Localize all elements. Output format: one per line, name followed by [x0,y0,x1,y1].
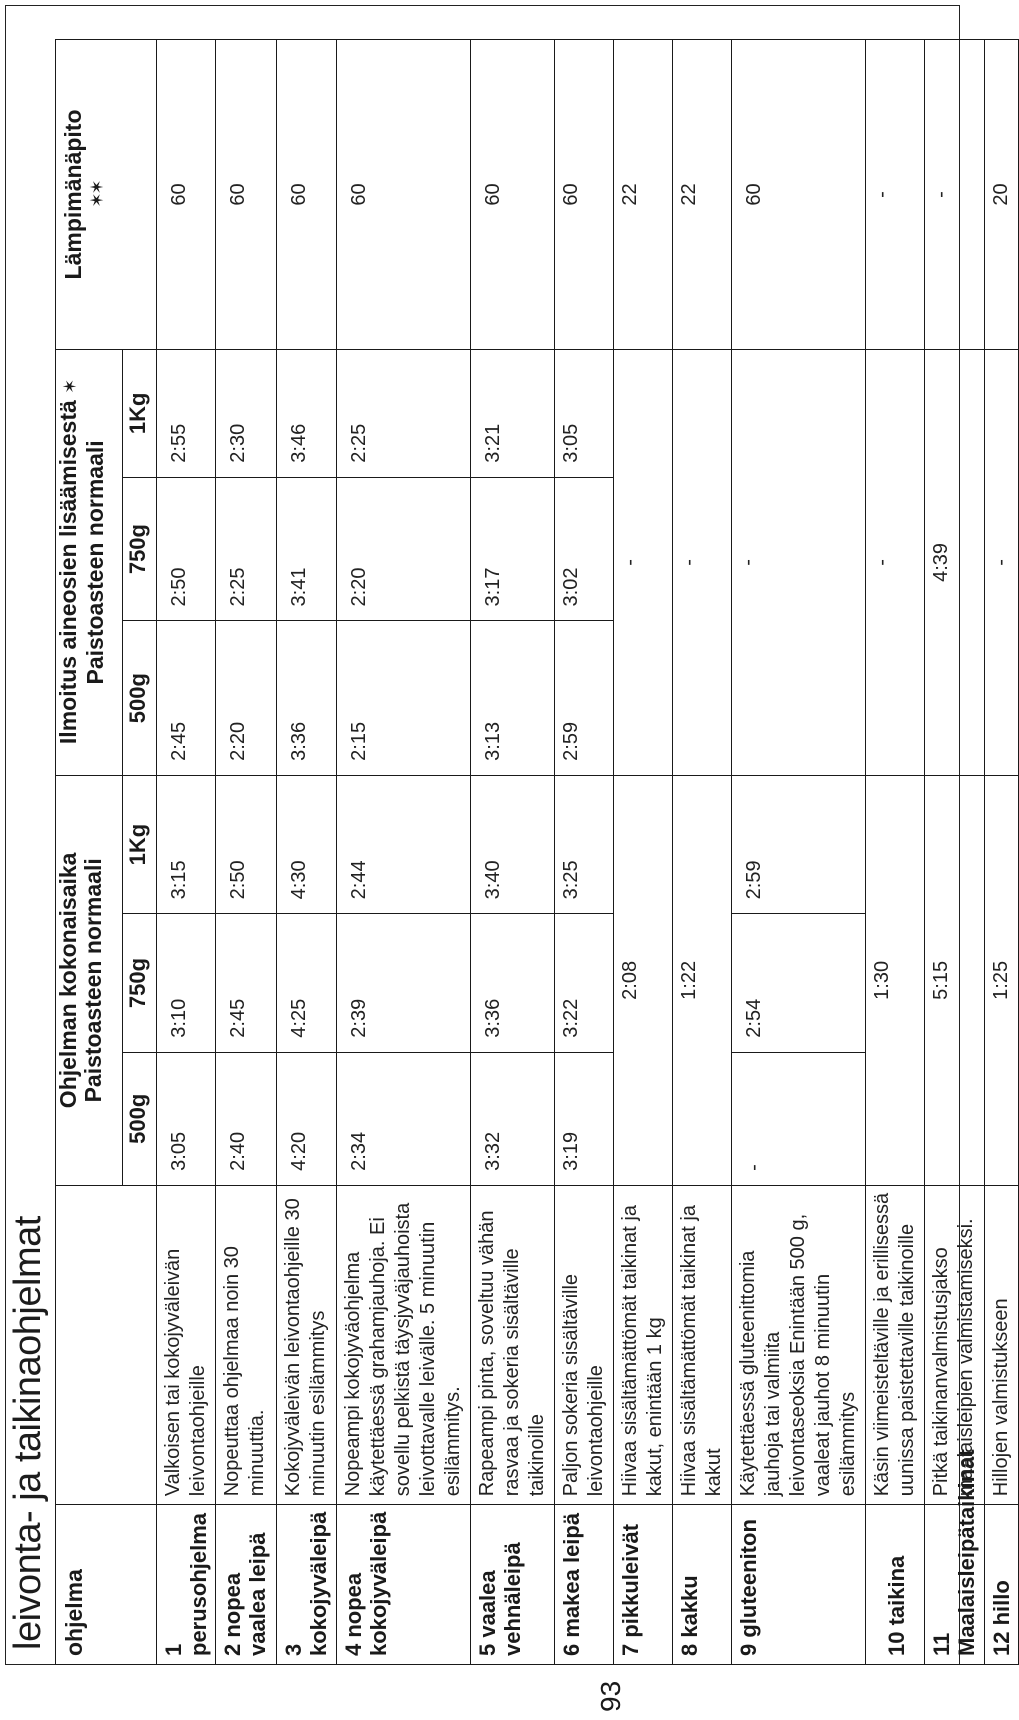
table-row [277,40,337,1665]
signal-500g: 3:13 [471,621,555,775]
signal-1kg: 2:55 [157,349,216,477]
total-1kg: 2:50 [216,775,277,913]
total-time: 1:30 [866,775,925,1185]
signal-750g: 3:41 [277,477,337,621]
keep-warm: 60 [157,40,216,350]
signal-1kg: 2:30 [216,349,277,477]
header-total-750g: 750g [123,914,157,1052]
signal-750g: 2:25 [216,477,277,621]
program-description: Rapeampi pinta, soveltuu vähän rasvaa ja sokeria sisältäville taikinoille [471,1185,555,1504]
keep-warm: 60 [471,40,555,350]
program-description: Pitkä taikinanvalmistusjakso maalaisleipien valmistamiseksi. [925,1185,985,1504]
program-name: 1 perusohjelma [157,1505,216,1665]
keep-warm: 22 [673,40,732,350]
table-row [673,40,732,1665]
table-row [732,40,866,1665]
manual-page: leivonta- ja taikinaohjelmat ohjelma Ohjelman kokonaisaika Paistoasteen normaali Ilmoitus aineosien lisäämisestä ✶ Paistoasteen normaali Lämpimänäpito ✶✶ 500g 750g 1Kg 500g 750g 1Kg 1 perusohjelma Valkoisen tai kokojyväleivän leivontaohjeille 3:05 3:10 3:15 2:45 2:50 2:55 60 2 nopea vaalea leipä Nopeuttaa ohjelmaa noin 30 minuuttia. 2:40 2:45 2:50 2:20 2:25 2:30 60 3 kokojyväleipä Kokojyväleivän leivontaohjeille 30 minuutin esilämmitys 4:20 4:25 4:30 3:36 3:41 3:46 60 4 nopea kokojyväleipä Nopeampi kokojyväohjelma käytettäessä grahamjauhoja. Ei sovellu pelkistä täysjyväjauhoista leivottavalle leivälle. 5 minuutin esilämmitys. 2:34 2:39 2:44 2:15 2:20 2:25 60 5 vaalea vehnäleipä Rapeampi pinta, soveltuu vähän rasvaa ja sokeria sisältäville taikinoille 3:32 3:36 3:40 3:13 3:17 3:21 60 6 makea leipä Paljon sokeria sisältäville leivontaohjeille 3:19 3:22 3:25 2:59 3:02 3:05 60 7 pikkuleivät Hiivaa sisältämättömät taikinat ja kakut, enintään 1 kg 2:08 - 22 8 kakku Hiivaa sisältämättömät taikinat ja kakut 1:22 - 22 9 gluteeniton Käytettäessä gluteenittomia jauhoja tai valmiita leivontaseoksia Enintään 500 g, vaaleat jauhot 8 minuutin esilämmitys - 2:54 2:59 - 60 10 taikina Käsin viimeisteltäville ja erillisessä uunissa paistettaville taikinoille 1:30 - - 11 Maalaisleipätaikinat Pitkä taikinanvalmistusjakso maalaisleipien valmistamiseksi. 5:15 4:39 - 12 hillo Hillojen valmistukseen 1:25 - 20 93 [0,0,960,1720]
table-row [925,40,985,1665]
keep-warm: - [866,40,925,350]
star-icon: ✶ [60,380,80,394]
signal-time: - [732,349,866,775]
program-description: Käytettäessä gluteenittomia jauhoja tai valmiita leivontaseoksia Enintään 500 g, vaaleat jauhot 8 minuutin esilämmitys [732,1185,866,1504]
total-750g: 3:36 [471,914,555,1052]
total-750g: 2:54 [732,914,866,1052]
program-name: 7 pikkuleivät [614,1505,673,1665]
program-name: 9 gluteeniton [732,1505,866,1665]
header-signal-750g: 750g [123,477,157,621]
total-1kg: 2:44 [337,775,471,913]
total-500g: 4:20 [277,1052,337,1185]
signal-1kg: 2:25 [337,349,471,477]
program-description: Hillojen valmistukseen [985,1185,1019,1504]
header-description [56,1185,157,1504]
program-description: Nopeampi kokojyväohjelma käytettäessä grahamjauhoja. Ei sovellu pelkistä täysjyväjauhoista leivottavalle leivälle. 5 minuutin esilämmitys. [337,1185,471,1504]
signal-750g: 2:20 [337,477,471,621]
rotated-table-page [5,5,1014,1665]
table-row [866,40,925,1665]
header-total-time [56,775,123,1185]
program-description: Kokojyväleivän leivontaohjeille 30 minuutin esilämmitys [277,1185,337,1504]
signal-500g: 2:15 [337,621,471,775]
program-name: 2 nopea vaalea leipä [216,1505,277,1665]
keep-warm: 20 [985,40,1019,350]
signal-1kg: 3:21 [471,349,555,477]
program-name: 4 nopea kokojyväleipä [337,1505,471,1665]
total-1kg: 3:25 [555,775,614,913]
keep-warm: 60 [555,40,614,350]
total-500g: 2:40 [216,1052,277,1185]
signal-time: - [673,349,732,775]
total-500g: - [732,1052,866,1185]
signal-750g: 2:50 [157,477,216,621]
keep-warm: 60 [337,40,471,350]
signal-1kg: 3:05 [555,349,614,477]
signal-750g: 3:02 [555,477,614,621]
total-time: 1:22 [673,775,732,1185]
table-row [985,40,1019,1665]
header-total-time-sub: Paistoasteen normaali [80,858,106,1103]
table-row [471,40,555,1665]
signal-time: - [985,349,1019,775]
table-row [216,40,277,1665]
keep-warm: 22 [614,40,673,350]
program-name: 5 vaalea vehnäleipä [471,1505,555,1665]
total-time: 5:15 [925,775,985,1185]
keep-warm: 60 [216,40,277,350]
header-ingredient-signal-sub: Paistoasteen normaali [82,440,108,685]
total-750g: 2:45 [216,914,277,1052]
header-program: ohjelma [56,1505,157,1665]
header-signal-1kg: 1Kg [123,349,157,477]
signal-time: - [866,349,925,775]
signal-time: 4:39 [925,349,985,775]
signal-1kg: 3:46 [277,349,337,477]
program-description: Paljon sokeria sisältäville leivontaohjeille [555,1185,614,1504]
signal-500g: 3:36 [277,621,337,775]
total-500g: 3:19 [555,1052,614,1185]
total-1kg: 3:15 [157,775,216,913]
total-750g: 4:25 [277,914,337,1052]
header-signal-500g: 500g [123,621,157,775]
total-time: 1:25 [985,775,1019,1185]
program-name: 11 Maalaisleipätaikinat [925,1505,985,1665]
program-description: Hiivaa sisältämättömät taikinat ja kakut, enintään 1 kg [614,1185,673,1504]
header-total-time-label: Ohjelman kokonaisaika [55,852,81,1109]
program-name: 6 makea leipä [555,1505,614,1665]
table-row [157,40,216,1665]
table-row [555,40,614,1665]
program-table [55,39,1019,1665]
keep-warm: - [925,40,985,350]
program-description: Hiivaa sisältämättömät taikinat ja kakut [673,1185,732,1504]
header-total-500g: 500g [123,1052,157,1185]
table-row [614,40,673,1665]
total-1kg: 3:40 [471,775,555,913]
double-star-icon: ✶✶ [87,181,107,208]
total-time: 2:08 [614,775,673,1185]
program-name: 3 kokojyväleipä [277,1505,337,1665]
total-500g: 3:05 [157,1052,216,1185]
program-description: Nopeuttaa ohjelmaa noin 30 minuuttia. [216,1185,277,1504]
program-name: 8 kakku [673,1505,732,1665]
header-keep-warm-label: Lämpimänäpito [60,109,86,280]
program-description: Käsin viimeisteltäville ja erillisessä uunissa paistettaville taikinoille [866,1185,925,1504]
total-750g: 3:22 [555,914,614,1052]
keep-warm: 60 [277,40,337,350]
table-row [337,40,471,1665]
signal-750g: 3:17 [471,477,555,621]
total-500g: 3:32 [471,1052,555,1185]
program-description: Valkoisen tai kokojyväleivän leivontaohjeille [157,1185,216,1504]
signal-500g: 2:20 [216,621,277,775]
program-name: 10 taikina [866,1505,925,1665]
program-name: 12 hillo [985,1505,1019,1665]
keep-warm: 60 [732,40,866,350]
header-ingredient-signal-label: Ilmoitus aineosien lisäämisestä [55,400,81,745]
total-750g: 3:10 [157,914,216,1052]
total-1kg: 2:59 [732,775,866,913]
signal-500g: 2:59 [555,621,614,775]
header-total-1kg: 1Kg [123,775,157,913]
total-1kg: 4:30 [277,775,337,913]
total-750g: 2:39 [337,914,471,1052]
page-title: leivonta- ja taikinaohjelmat [7,1216,49,1650]
total-500g: 2:34 [337,1052,471,1185]
signal-500g: 2:45 [157,621,216,775]
signal-time: - [614,349,673,775]
header-ingredient-signal [56,349,123,775]
header-keep-warm [56,40,157,350]
